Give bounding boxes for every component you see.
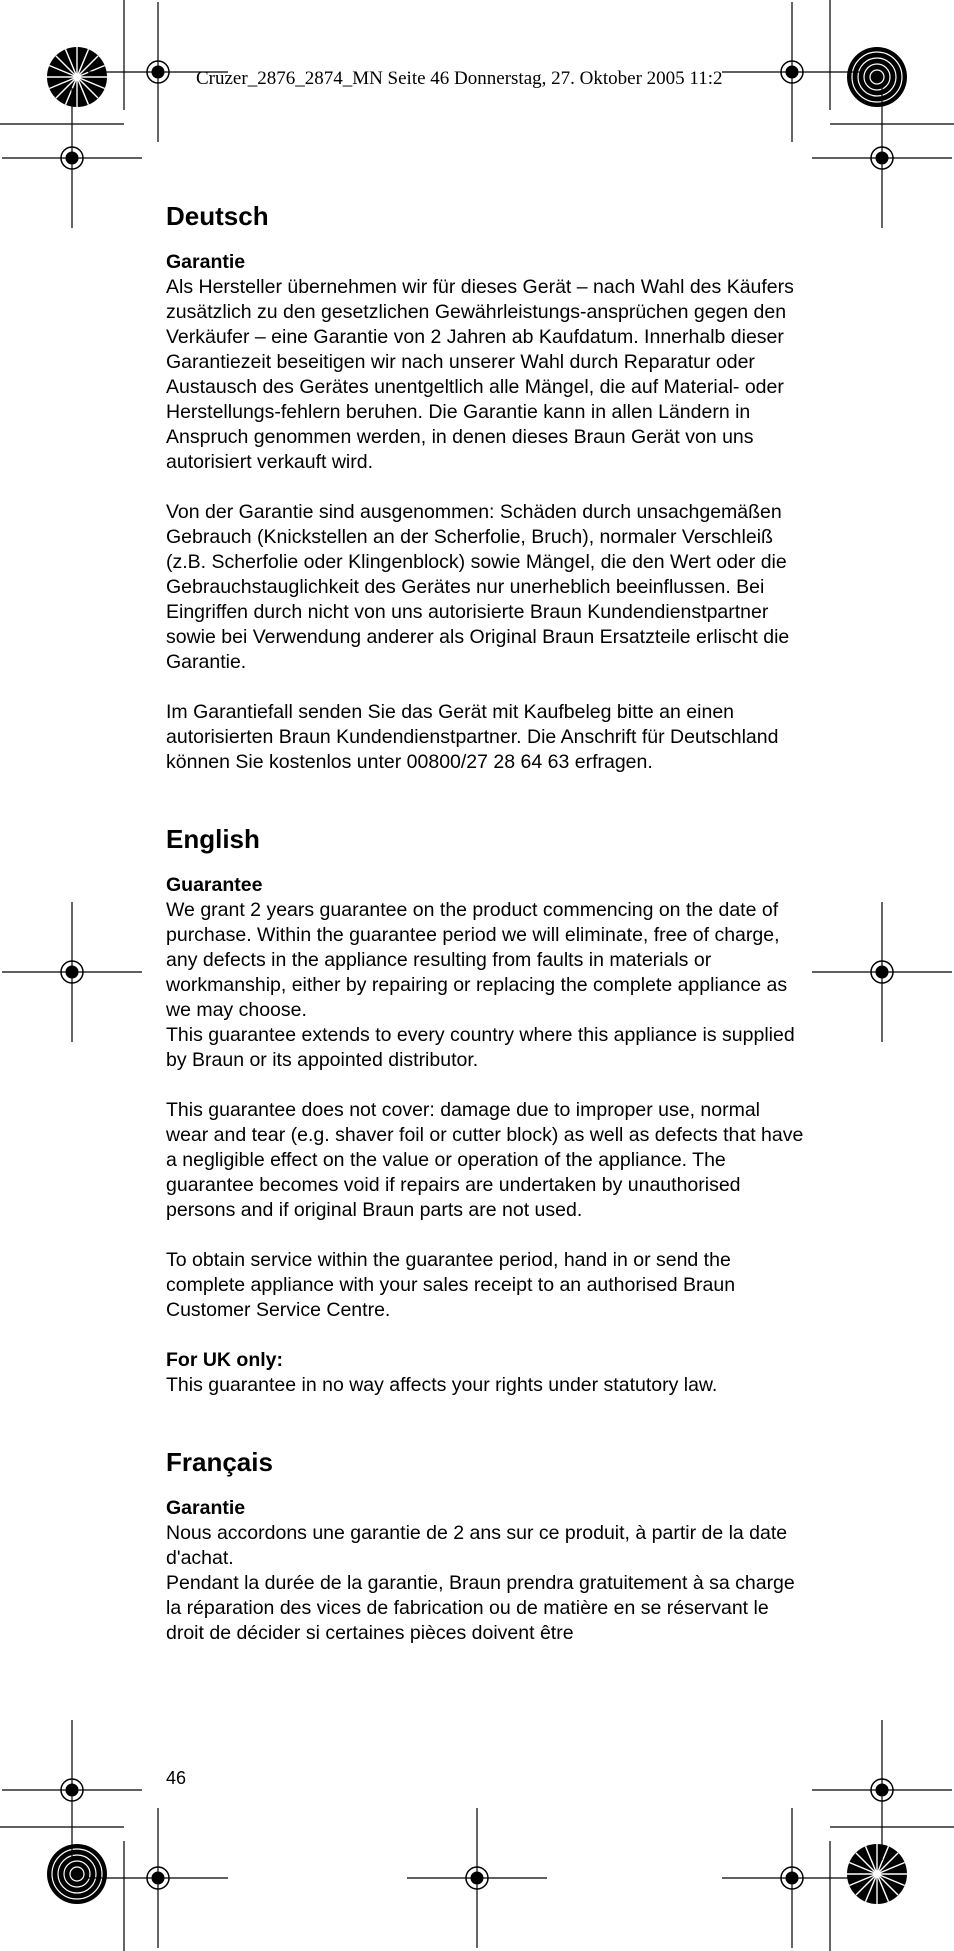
section-heading: Garantie — [166, 1497, 246, 1519]
paragraph: To obtain service within the guarantee period, hand in or send the complete appliance with your sales receipt to an authorised Braun Customer Service Centre. — [166, 1249, 736, 1321]
paragraph: Nous accordons une garantie de 2 ans sur ce produit, à partir de la date d'achat. — [166, 1522, 788, 1569]
paragraph: This guarantee extends to every country where this appliance is supplied by Braun or its appointed distributor. — [166, 1024, 795, 1071]
paragraph: This guarantee does not cover: damage due to improper use, normal wear and tear (e.g. shaver foil or cutter block) as well as defects that have a negligible effect on the value or operation of the appliance. The guarantee becomes void if repairs are undertaken by unauthorised persons and if original Braun parts are not used. — [166, 1099, 804, 1221]
section-english — [166, 819, 806, 1398]
uk-heading: For UK only: — [166, 1349, 283, 1371]
section-heading: Guarantee — [166, 874, 263, 896]
paragraph: We grant 2 years guarantee on the product commencing on the date of purchase. Within the guarantee period we will eliminate, free of charge, any defects in the appliance resulting from faults in materials or workmanship, either by repairing or replacing the complete appliance as we may choose. — [166, 899, 788, 1021]
section-francais — [166, 1442, 806, 1646]
paragraph: Im Garantiefall senden Sie das Gerät mit Kaufbeleg bitte an einen autorisierten Braun Kundendienstpartner. Die Anschrift für Deutschland können Sie kostenlos unter 00800/27 28 64 63 erfragen. — [166, 701, 779, 773]
print-slug: Cruzer_2876_2874_MN Seite 46 Donnerstag, 27. Oktober 2005 11:2 — [196, 68, 723, 89]
section-title: English — [166, 824, 260, 854]
section-title: Deutsch — [166, 201, 269, 231]
page-number: 46 — [166, 1768, 187, 1788]
section-title: Français — [166, 1447, 273, 1477]
section-heading: Garantie — [166, 251, 246, 273]
paragraph: Von der Garantie sind ausgenommen: Schäden durch unsachgemäßen Gebrauch (Knickstellen an der Scherfolie, Bruch), normaler Verschleiß (z.B. Scherfolie oder Klingenblock) sowie Mängel, die den Wert oder die Gebrauchstauglichkeit des Gerätes nur unerheblich beeinflussen. Bei Eingriffen durch nicht von uns autorisierte Braun Kundendienstpartner sowie bei Verwendung anderer als Original Braun Ersatzteile erlischt die Garantie. — [166, 501, 790, 673]
paragraph: This guarantee in no way affects your rights under statutory law. — [166, 1374, 718, 1396]
paragraph: Als Hersteller übernehmen wir für dieses Gerät – nach Wahl des Käufers zusätzlich zu den gesetzlichen Gewährleistungs-ansprüchen gegen den Verkäufer – eine Garantie von 2 Jahren ab Kaufdatum. Innerhalb dieser Garantiezeit beseitigen wir nach unserer Wahl durch Reparatur oder Austausch des Gerätes unentgeltlich alle Mängel, die auf Material- oder Herstellungs-fehlern beruhen. Die Garantie kann in allen Ländern in Anspruch genommen werden, in denen dieses Braun Gerät von uns autorisiert verkauft wird. — [166, 276, 794, 473]
paragraph: Pendant la durée de la garantie, Braun prendra gratuitement à sa charge la réparation des vices de fabrication ou de matière en se réservant le droit de décider si certaines pièces doivent être — [166, 1572, 795, 1644]
section-deutsch — [166, 196, 806, 775]
document-body — [166, 196, 806, 1646]
